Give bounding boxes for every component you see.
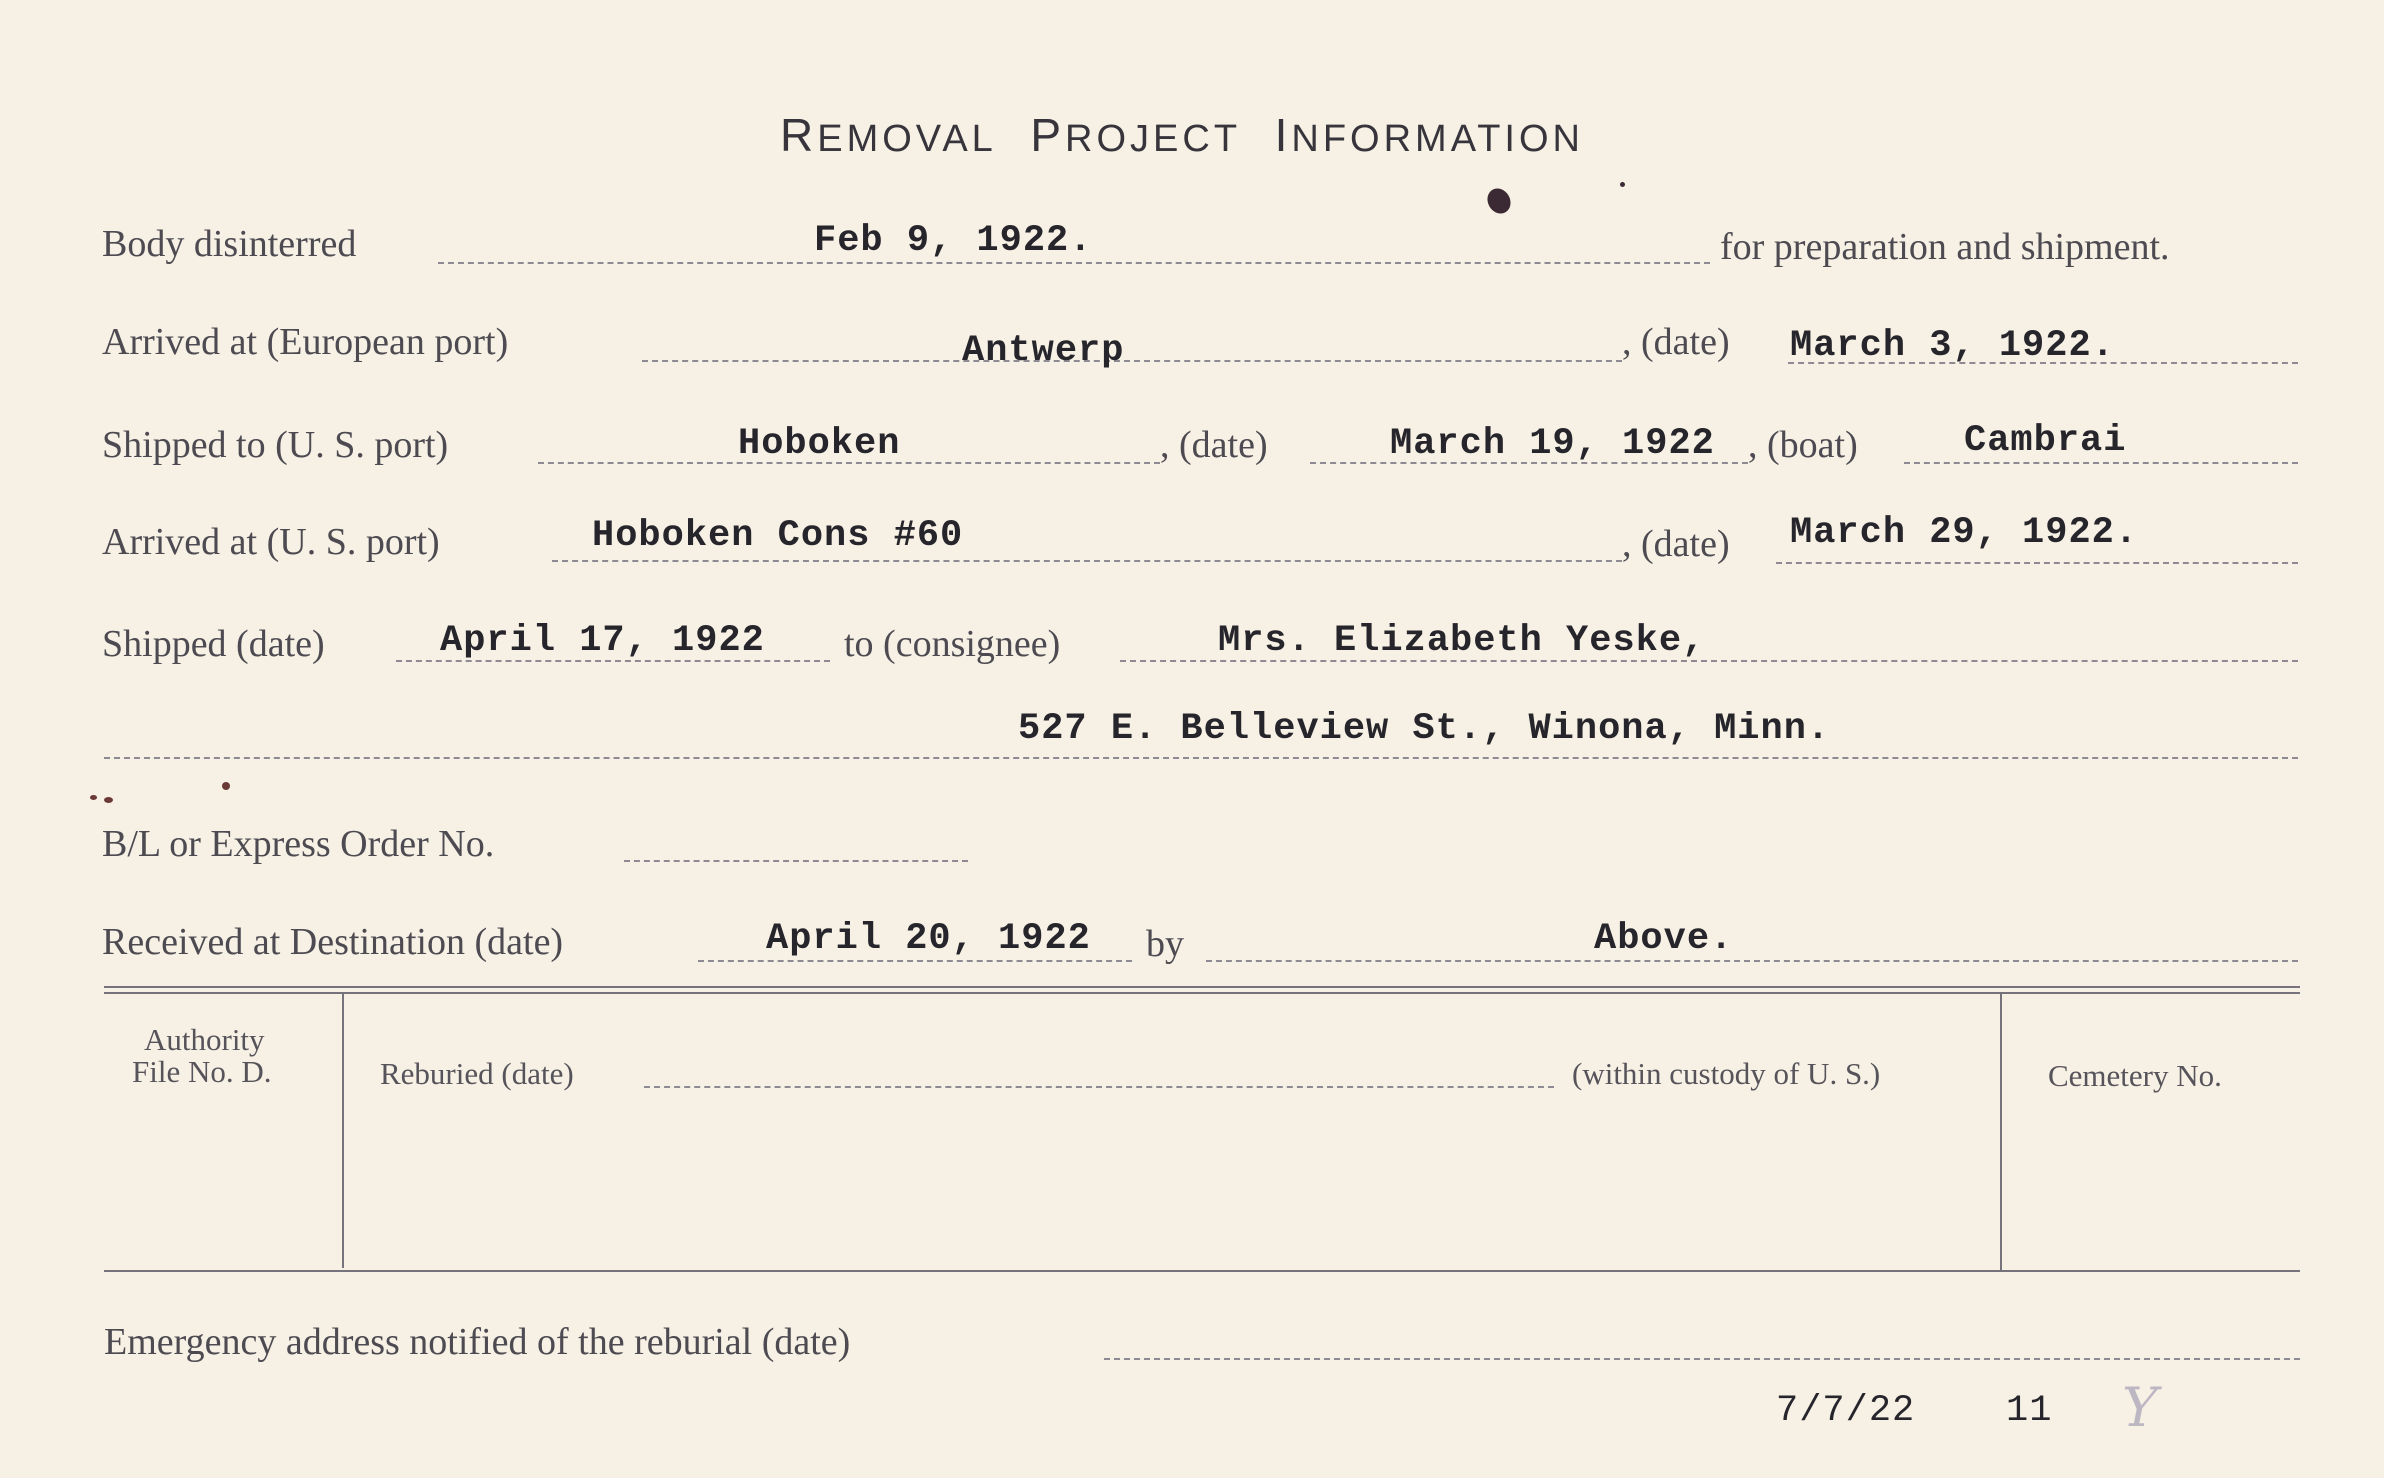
dotted-line: [698, 960, 1132, 962]
ink-dot: [90, 795, 97, 800]
authority-label: Authority: [144, 1022, 265, 1057]
title-word: NFORMATION: [1291, 118, 1584, 160]
ink-smudge: [1483, 184, 1515, 218]
dotted-line: [438, 262, 1710, 264]
us-port-value: Hoboken: [738, 423, 901, 465]
table-divider: [342, 994, 344, 1268]
ink-dot: [104, 797, 113, 803]
boat-label: , (boat): [1748, 424, 1858, 466]
shipped-us-label: Shipped to (U. S. port): [102, 424, 449, 466]
bl-express-label: B/L or Express Order No.: [102, 823, 495, 865]
received-destination-label: Received at Destination (date): [102, 921, 564, 963]
pencil-mark: Y: [2122, 1376, 2158, 1439]
boat-value: Cambrai: [1964, 420, 2127, 462]
footer-code: 11: [2006, 1390, 2053, 1432]
dotted-line: [624, 860, 968, 862]
shipped-us-date: March 19, 1922: [1390, 423, 1715, 465]
table-bottom-rule: [104, 1270, 2300, 1272]
table-divider: [2000, 994, 2002, 1272]
received-date-value: April 20, 1922: [766, 918, 1091, 960]
dotted-line: [1904, 462, 2298, 464]
arrived-us-port-value: Hoboken Cons #60: [592, 515, 964, 557]
title-word: ROJECT: [1065, 118, 1242, 160]
dotted-line: [644, 1086, 1554, 1088]
arrived-european-label: Arrived at (European port): [102, 321, 509, 363]
date-label: , (date): [1622, 321, 1730, 363]
body-disinterred-value: Feb 9, 1922.: [814, 220, 1093, 262]
date-label: , (date): [1160, 424, 1268, 466]
received-by-value: Above.: [1594, 918, 1734, 960]
dotted-line: [642, 360, 1622, 362]
reburied-date-label: Reburied (date): [380, 1056, 574, 1091]
footer-date: 7/7/22: [1776, 1390, 1916, 1432]
european-port-value: Antwerp: [962, 330, 1125, 372]
consignee-address: 527 E. Belleview St., Winona, Minn.: [1018, 708, 1831, 750]
ink-dot: [222, 782, 230, 790]
european-arrival-date: March 3, 1922.: [1790, 325, 2115, 367]
title-initial: R: [780, 109, 818, 161]
dotted-line: [1104, 1358, 2300, 1360]
cemetery-no-label: Cemetery No.: [2048, 1058, 2222, 1093]
emergency-address-label: Emergency address notified of the reburial (date): [104, 1321, 851, 1363]
consignee-value: Mrs. Elizabeth Yeske,: [1218, 620, 1706, 662]
ink-dot: [1620, 182, 1625, 187]
dotted-line: [552, 560, 1622, 562]
file-no-label: File No. D.: [132, 1054, 272, 1089]
consignee-label: to (consignee): [844, 623, 1061, 665]
by-label: by: [1146, 923, 1184, 965]
body-disinterred-label: Body disinterred: [102, 223, 357, 265]
dotted-line: [104, 757, 2298, 759]
date-label: , (date): [1622, 523, 1730, 565]
shipped-date-value: April 17, 1922: [440, 620, 765, 662]
table-top-rule: [104, 992, 2300, 994]
preparation-shipment-label: for preparation and shipment.: [1720, 226, 2170, 268]
arrived-us-label: Arrived at (U. S. port): [102, 521, 440, 563]
title-initial: P: [1030, 109, 1066, 161]
arrived-us-date: March 29, 1922.: [1790, 512, 2139, 554]
title-word: EMOVAL: [817, 118, 997, 160]
dotted-line: [1776, 562, 2298, 564]
shipped-date-label: Shipped (date): [102, 623, 325, 665]
dotted-line: [1206, 960, 2298, 962]
table-top-rule: [104, 986, 2300, 988]
card-title: [780, 108, 1584, 162]
custody-label: (within custody of U. S.): [1572, 1056, 1881, 1091]
title-initial: I: [1274, 109, 1292, 161]
